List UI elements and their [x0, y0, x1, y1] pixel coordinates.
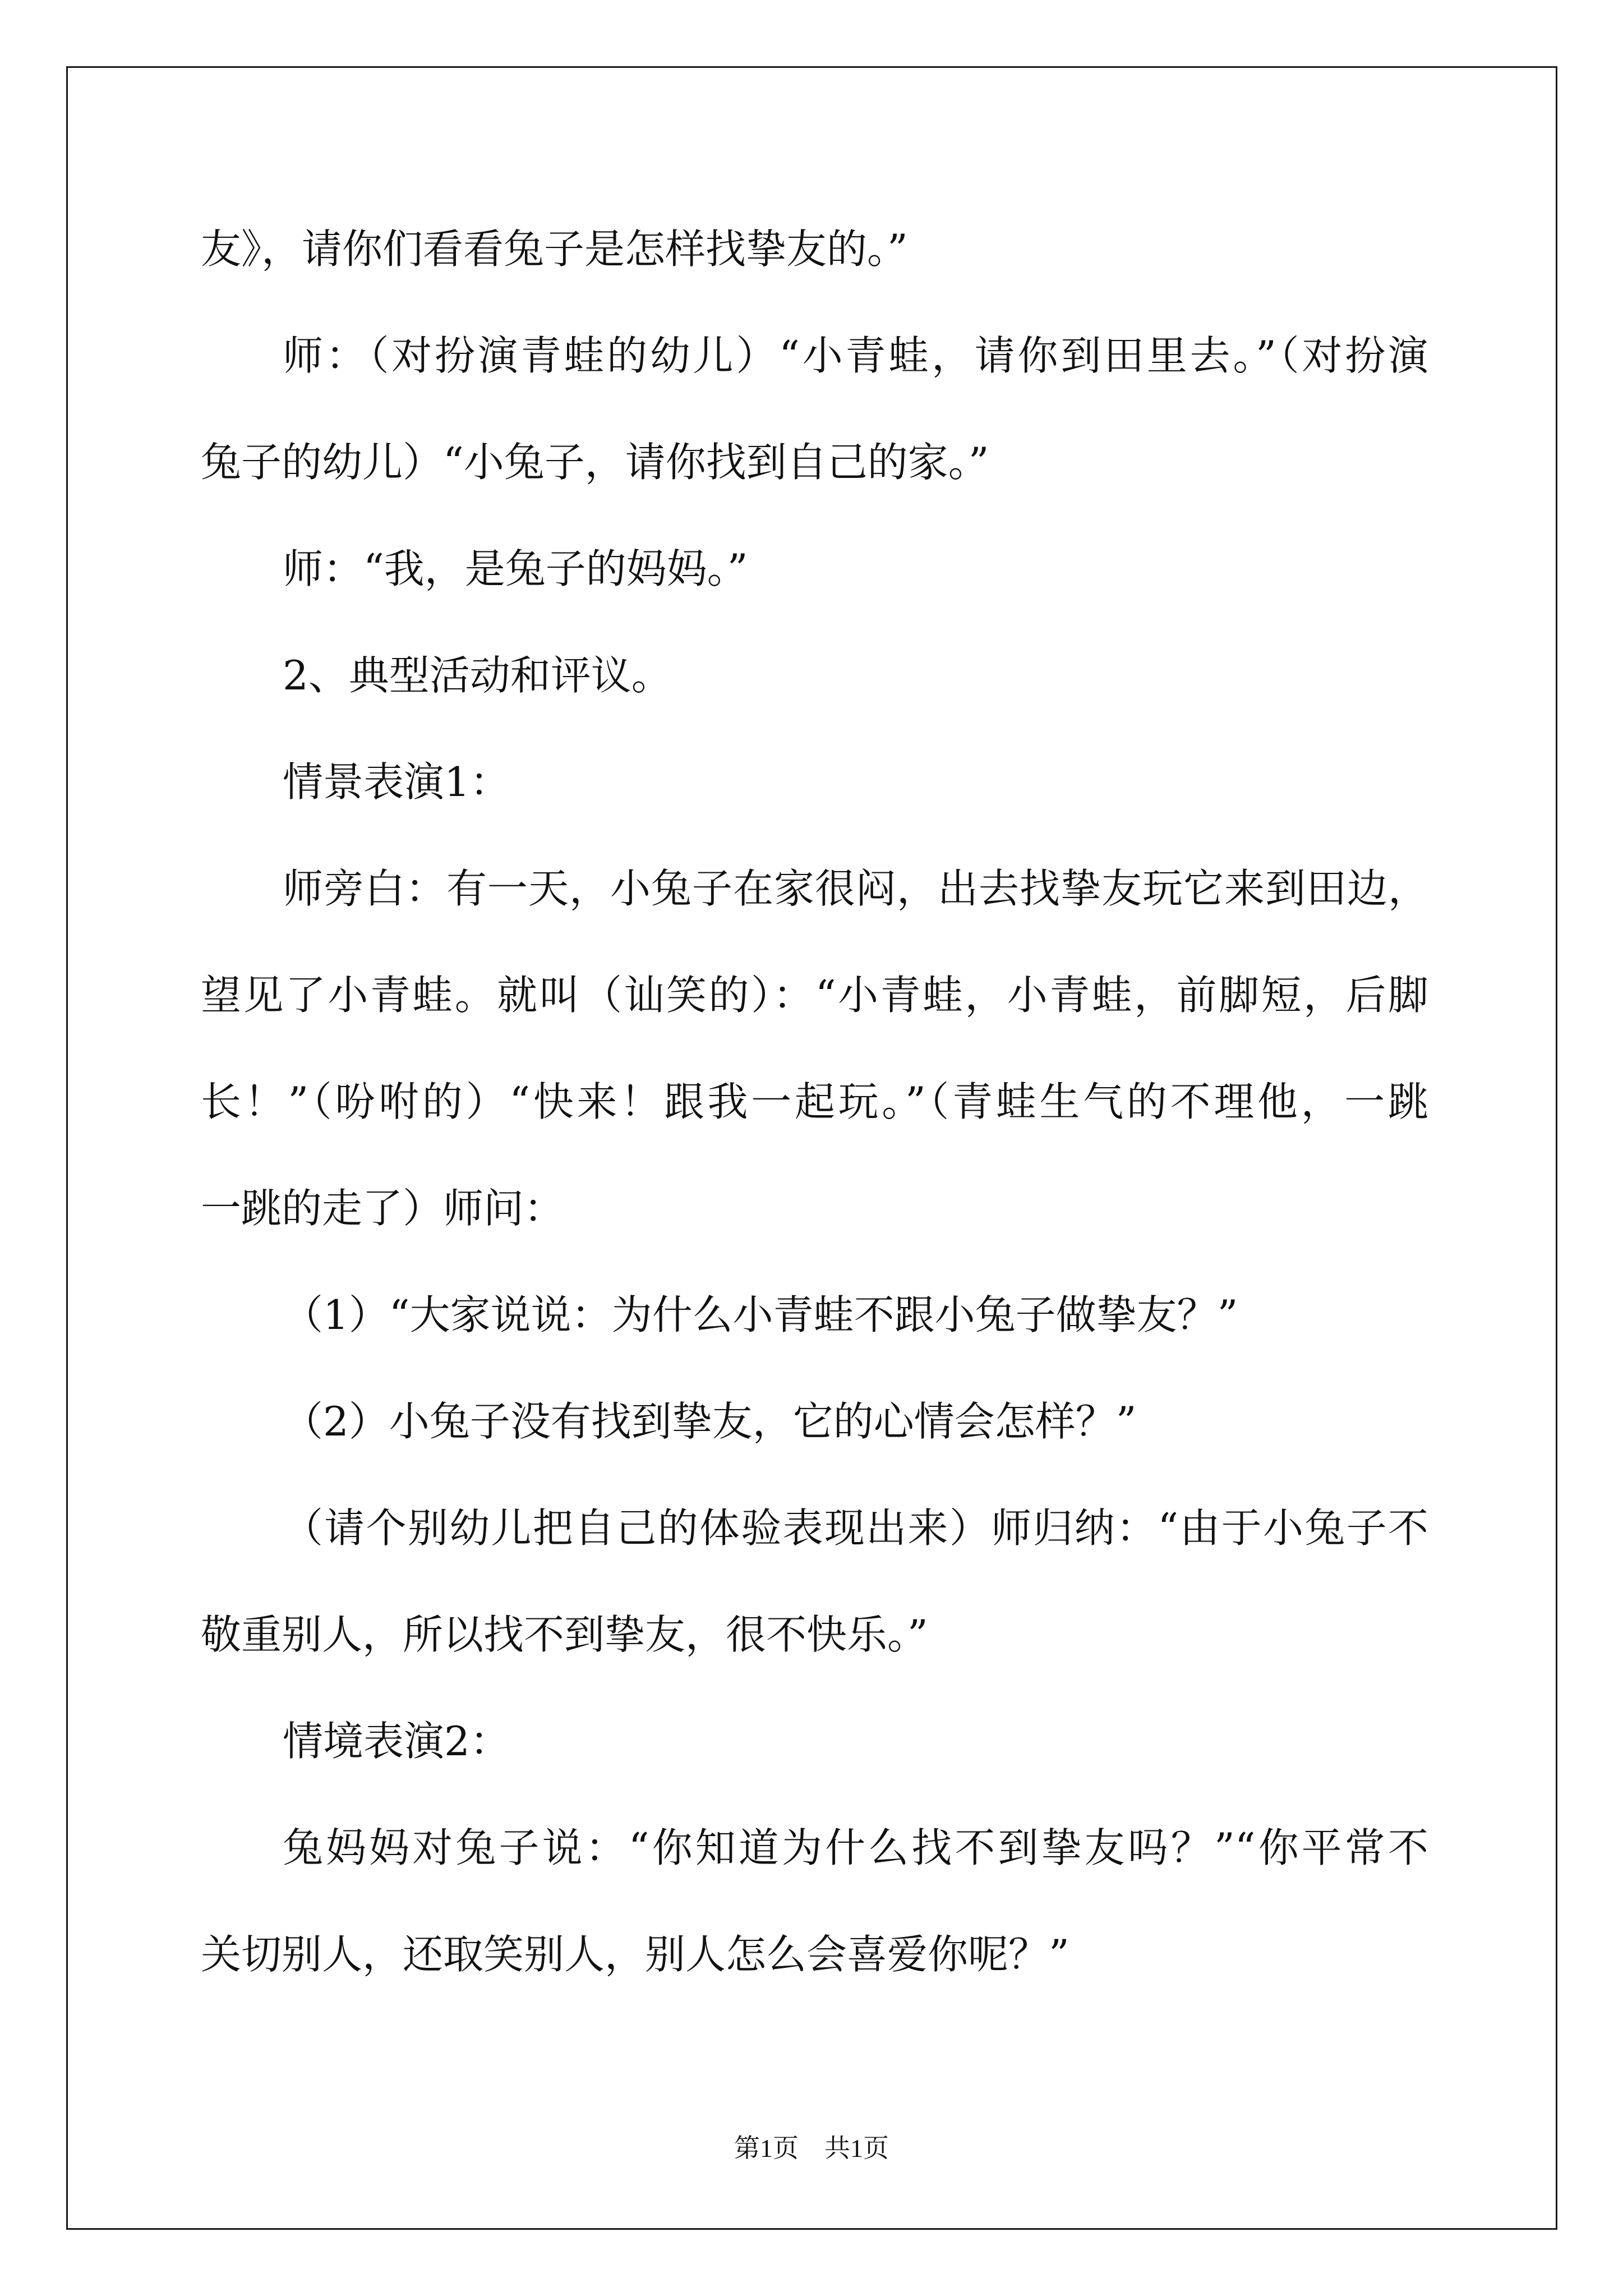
- paragraph: [201, 302, 1428, 516]
- question-item: （1）“大家说说：为什么小青蛙不跟小兔子做挚友？”: [283, 1291, 1238, 1338]
- text-line: 敬重别人，所以找不到挚友，很不快乐。”: [201, 1611, 928, 1658]
- text-line: 友》，请你们看看兔子是怎样找挚友的。”: [201, 226, 908, 273]
- paragraph: [201, 835, 1428, 1262]
- paragraph: [201, 1475, 1428, 1688]
- text-line: 兔妈妈对兔子说：“你知道为什么找不到挚友吗？”“你平常不: [283, 1824, 1428, 1871]
- paragraph: [201, 1368, 1428, 1475]
- text-line: 关切别人，还取笑别人，别人怎么会喜爱你呢？”: [201, 1931, 1069, 1978]
- text-line: 兔子的幼儿）“小兔子，请你找到自己的家。”: [201, 439, 989, 486]
- section-heading: 2、典型活动和评议。: [283, 652, 672, 699]
- paragraph: [201, 196, 1428, 302]
- subsection-heading: 情境表演2：: [283, 1718, 510, 1765]
- subsection-heading: 情景表演1：: [283, 758, 510, 806]
- paragraph: [201, 729, 1428, 835]
- text-line: 长！”（吩咐的）“快来！跟我一起玩。”（青蛙生气的不理他，一跳: [201, 1078, 1428, 1125]
- text-line: 一跳的走了）师问：: [201, 1185, 565, 1232]
- document-body: [201, 196, 1428, 2008]
- paragraph: [201, 1262, 1428, 1368]
- paragraph: [201, 1795, 1428, 2008]
- page-number-footer: 第1页 共1页: [734, 2134, 889, 2162]
- text-line: 师：（对扮演青蛙的幼儿）“小青蛙，请你到田里去。”（对扮演: [283, 332, 1428, 379]
- paragraph: [201, 622, 1428, 729]
- paragraph: [201, 516, 1428, 622]
- text-line: 师：“我，是兔子的妈妈。”: [283, 545, 748, 592]
- text-line: 望见了小青蛙。就叫（讪笑的）：“小青蛙，小青蛙，前脚短，后脚: [201, 972, 1428, 1019]
- text-line: 师旁白：有一天，小兔子在家很闷，出去找挚友玩它来到田边，: [283, 865, 1428, 912]
- paragraph: [201, 1688, 1428, 1795]
- text-line: （请个别幼儿把自己的体验表现出来）师归纳：“由于小兔子不: [283, 1504, 1428, 1552]
- question-item: （2）小兔子没有找到挚友，它的心情会怎样？”: [283, 1398, 1137, 1445]
